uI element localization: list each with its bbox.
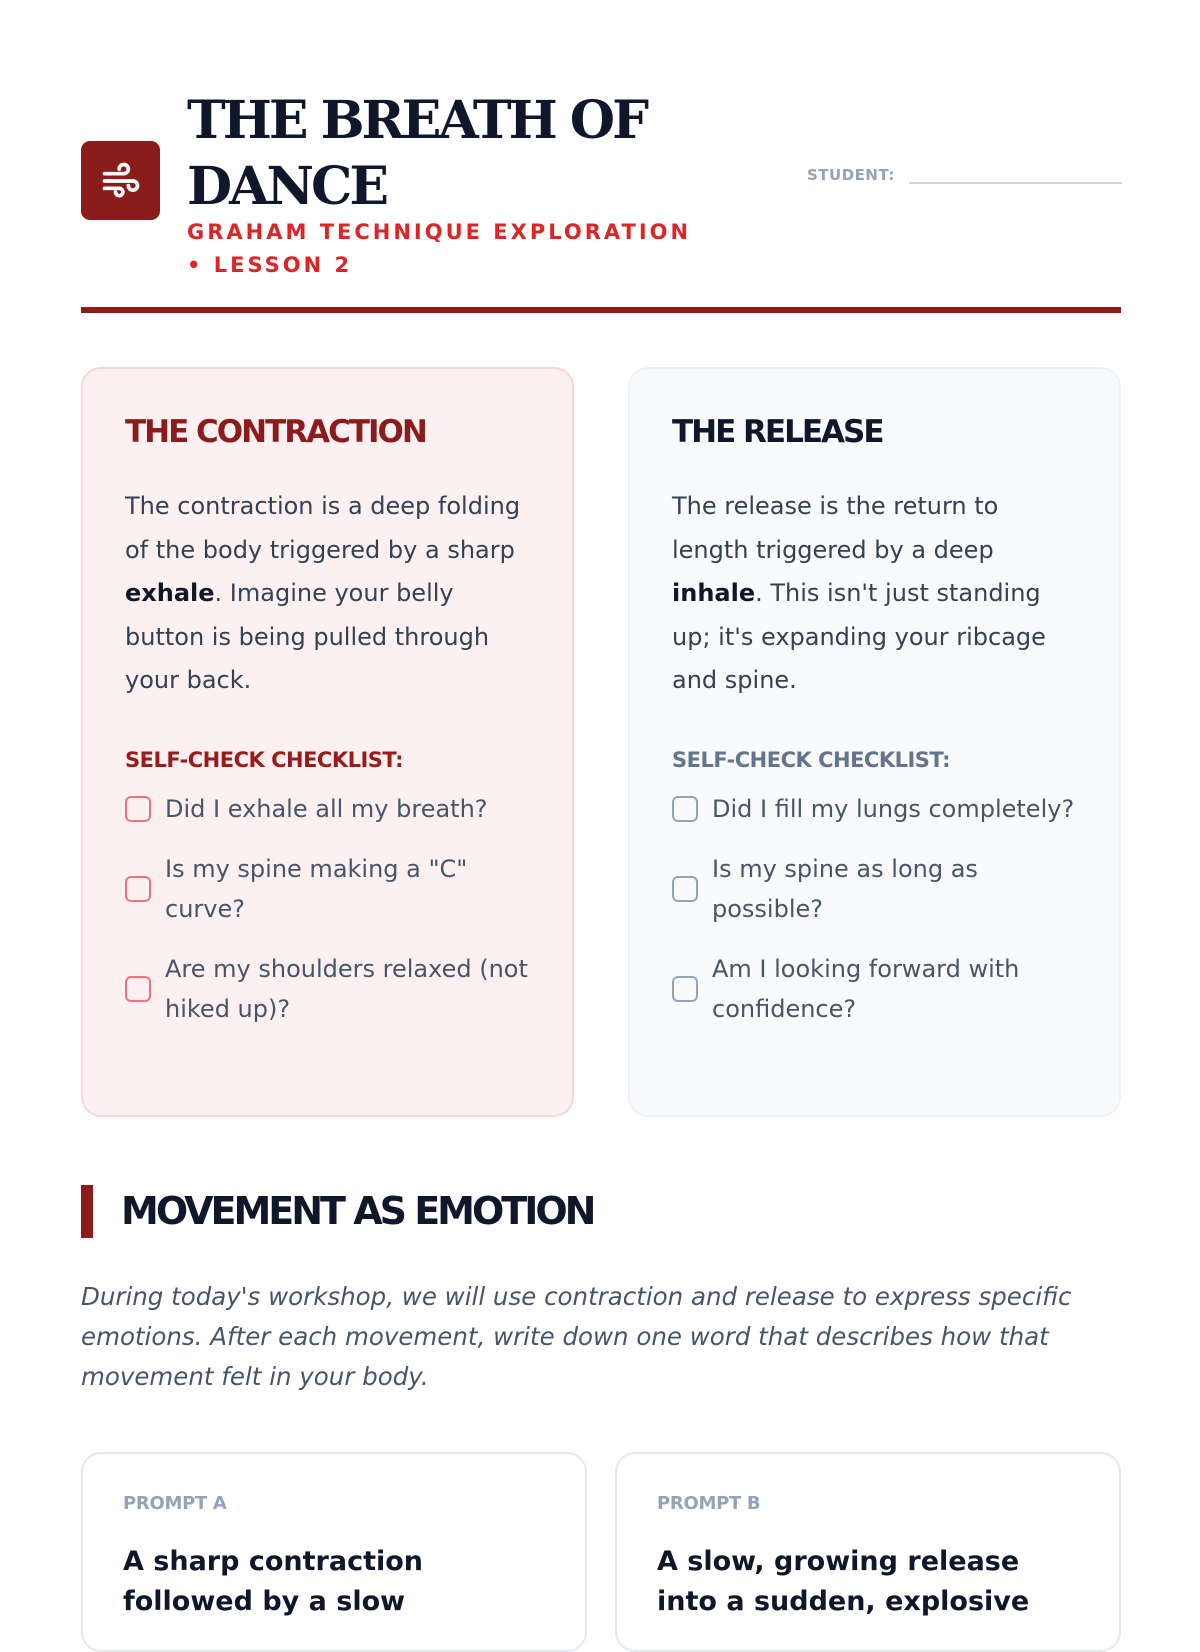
checklist-item-label: Are my shoulders relaxed (not hiked up)? [165, 954, 528, 1023]
prompt-label: PROMPT A [123, 1493, 227, 1514]
section-title: MOVEMENT AS EMOTION [121, 1189, 594, 1233]
contraction-description [125, 485, 530, 703]
checklist-item-label: Did I fill my lungs completely? [712, 794, 1075, 823]
contraction-desc-text: The contraction is a deep folding of the body triggered by a sharp [125, 492, 521, 564]
prompt-text: A slow, growing release into a sudden, explosive [657, 1546, 1030, 1617]
release-checklist [672, 789, 1077, 1029]
checklist-item [125, 949, 530, 1029]
checkbox[interactable] [125, 976, 151, 1002]
checkbox[interactable] [672, 876, 698, 902]
checklist-item [125, 789, 530, 829]
contraction-title: THE CONTRACTION [125, 414, 426, 450]
checklist-item [672, 949, 1077, 1029]
checklist-item-label: Am I looking forward with confidence? [712, 954, 1020, 1023]
prompt-card-b [615, 1452, 1121, 1652]
worksheet-header [81, 88, 1121, 314]
section-accent-bar [81, 1185, 93, 1238]
checkbox[interactable] [125, 796, 151, 822]
section-intro: During today's workshop, we will use contraction and release to express specific emotions. After each movement, write down one word that describes how that movement felt in your body. [81, 1282, 1072, 1391]
release-title: THE RELEASE [672, 414, 883, 450]
release-desc-text: . This isn't just standing up; it's expanding your ribcage and spine. [672, 579, 1046, 694]
release-checklist-title: SELF-CHECK CHECKLIST: [672, 747, 951, 772]
release-description [672, 485, 1077, 703]
checklist-item [672, 849, 1077, 929]
checklist-item-label: Did I exhale all my breath? [165, 794, 488, 823]
prompt-label: PROMPT B [657, 1493, 761, 1514]
release-desc-text: The release is the return to length triggered by a deep [672, 492, 999, 564]
checklist-item [672, 789, 1077, 829]
wind-icon [99, 159, 143, 203]
checkbox[interactable] [672, 796, 698, 822]
student-label: STUDENT: [807, 166, 895, 184]
student-name-line[interactable] [909, 164, 1122, 184]
checklist-item-label: Is my spine as long as possible? [712, 854, 978, 923]
release-desc-keyword: inhale [672, 579, 756, 607]
checklist-item-label: Is my spine making a "C" curve? [165, 854, 468, 923]
contraction-desc-text: . Imagine your belly button is being pulled through your back. [125, 579, 490, 694]
student-field [807, 164, 1122, 184]
contraction-checklist [125, 789, 530, 1029]
prompt-card-a [81, 1452, 587, 1652]
header-divider [81, 307, 1121, 313]
logo-badge [81, 141, 160, 220]
release-card [628, 367, 1121, 1117]
prompt-text: A sharp contraction followed by a slow [123, 1546, 424, 1617]
checkbox[interactable] [672, 976, 698, 1002]
contraction-desc-keyword: exhale [125, 579, 215, 607]
checklist-item [125, 849, 530, 929]
page-title: THE BREATH OF DANCE [187, 90, 647, 217]
contraction-checklist-title: SELF-CHECK CHECKLIST: [125, 747, 404, 772]
checkbox[interactable] [125, 876, 151, 902]
page-subtitle: GRAHAM TECHNIQUE EXPLORATION • LESSON 2 [187, 220, 692, 277]
contraction-card [81, 367, 574, 1117]
